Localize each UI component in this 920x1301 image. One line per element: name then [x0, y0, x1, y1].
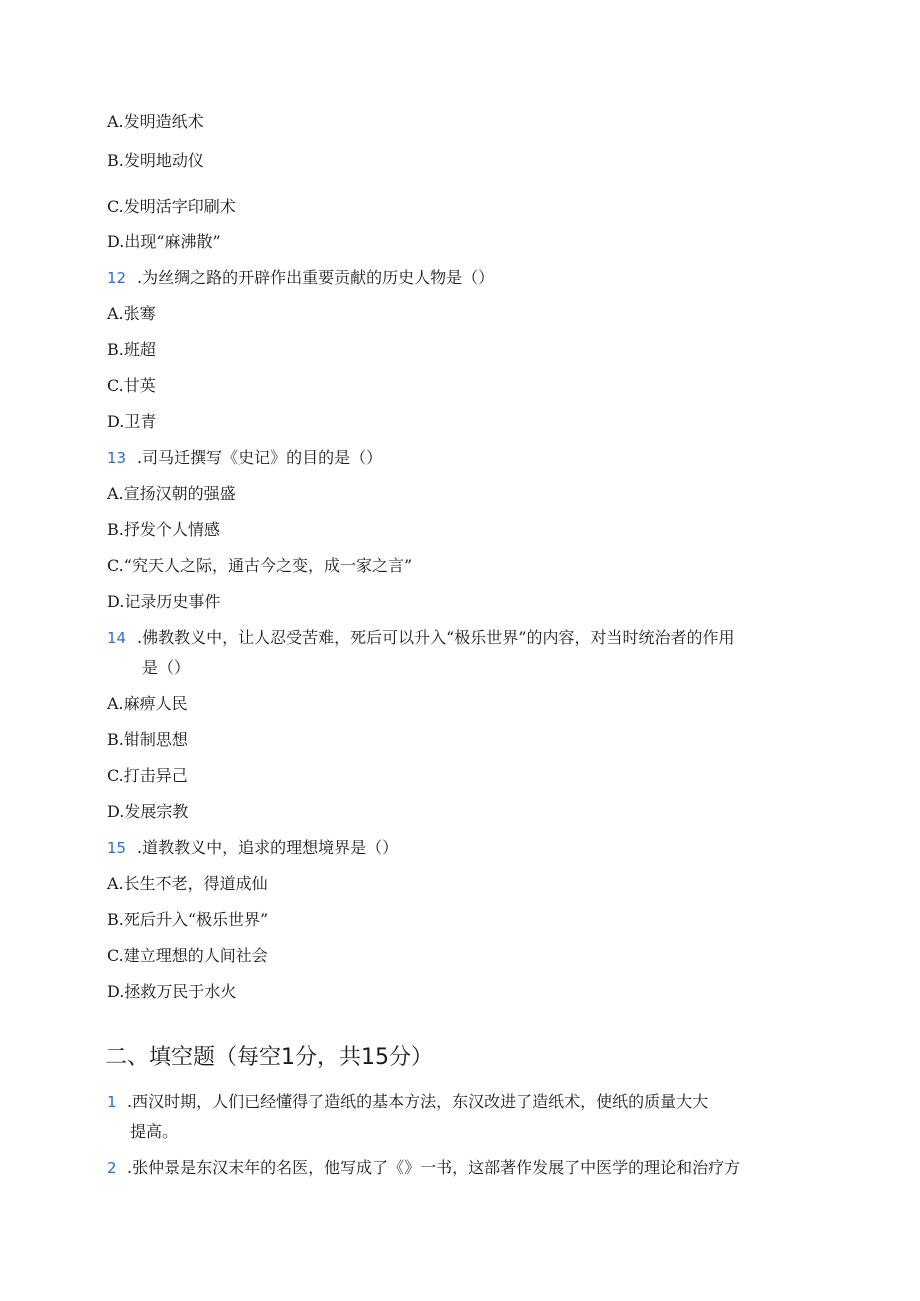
q15-option-c: C.建立理想的人间社会 — [107, 946, 268, 965]
q11-option-a: A.发明造纸术 — [107, 112, 204, 131]
question-number: 1 — [107, 1093, 117, 1111]
question-text: .道教教义中，追求的理想境界是（） — [137, 838, 399, 857]
question-number: 13 — [107, 449, 127, 467]
question-13 — [107, 448, 382, 468]
q11-option-d: D.出现“麻沸散” — [107, 232, 221, 251]
question-text: .佛教教义中，让人忍受苦难，死后可以升入“极乐世界”的内容，对当时统治者的作用 — [137, 628, 735, 647]
section-title-fill-in: 二、填空题（每空1分，共15分） — [105, 1045, 433, 1070]
q13-option-c: C.“究天人之际，通古今之变，成一家之言” — [107, 556, 413, 575]
question-text: .西汉时期，人们已经懂得了造纸的基本方法，东汉改进了造纸术，使纸的质量大大 — [127, 1092, 709, 1111]
q12-option-a: A.张骞 — [107, 304, 156, 323]
question-12 — [107, 268, 494, 288]
q13-option-d: D.记录历史事件 — [107, 592, 221, 611]
question-14-text-continued: 是（） — [142, 658, 191, 677]
question-number: 15 — [107, 839, 127, 857]
question-number: 14 — [107, 629, 127, 647]
q14-option-c: C.打击异己 — [107, 766, 188, 785]
q11-option-b: B.发明地动仪 — [107, 151, 204, 170]
question-text: .为丝绸之路的开辟作出重要贡献的历史人物是（） — [137, 268, 495, 287]
question-text: .司马迁撰写《史记》的目的是（） — [137, 448, 383, 467]
question-15 — [107, 838, 398, 858]
q12-option-d: D.卫青 — [107, 412, 157, 431]
question-number: 2 — [107, 1159, 117, 1177]
q13-option-a: A.宣扬汉朝的强盛 — [107, 484, 236, 503]
q13-option-b: B.抒发个人情感 — [107, 520, 220, 539]
question-number: 12 — [107, 269, 127, 287]
q14-option-b: B.钳制思想 — [107, 730, 188, 749]
q12-option-c: C.甘英 — [107, 376, 156, 395]
q15-option-b: B.死后升入“极乐世界” — [107, 910, 269, 929]
q14-option-a: A.麻痹人民 — [107, 694, 188, 713]
q12-option-b: B.班超 — [107, 340, 156, 359]
fill-question-2 — [107, 1158, 740, 1178]
q15-option-a: A.长生不老，得道成仙 — [107, 874, 268, 893]
q14-option-d: D.发展宗教 — [107, 802, 189, 821]
q11-option-c: C.发明活字印刷术 — [107, 197, 236, 216]
question-text: .张仲景是东汉末年的名医，他写成了《》一书，这部著作发展了中医学的理论和治疗方 — [127, 1158, 741, 1177]
fill-question-1 — [107, 1092, 708, 1112]
question-14 — [107, 628, 734, 648]
fill-question-1-continued: 提高。 — [130, 1122, 179, 1141]
q15-option-d: D.拯救万民于水火 — [107, 982, 237, 1001]
